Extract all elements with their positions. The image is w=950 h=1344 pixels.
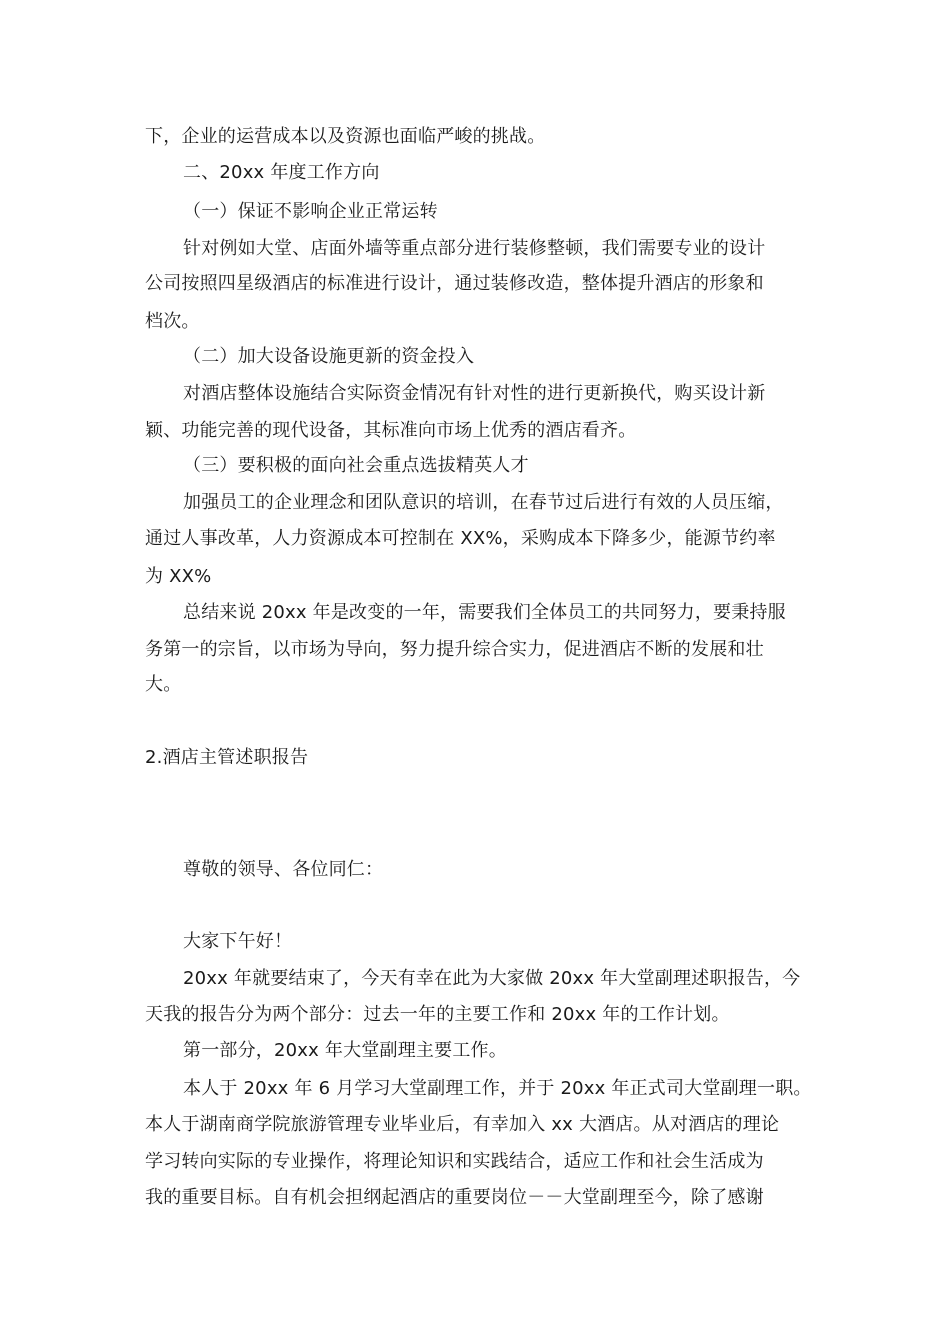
paragraph-line: 针对例如大堂、店面外墙等重点部分进行装修整顿，我们需要专业的设计 — [183, 238, 766, 259]
subsection-heading: （二）加大设备设施更新的资金投入 — [183, 346, 475, 367]
section-heading: 二、20xx 年度工作方向 — [183, 162, 380, 183]
paragraph-line: 务第一的宗旨，以市场为导向，努力提升综合实力，促进酒店不断的发展和壮 — [145, 639, 764, 660]
paragraph-line: 颖、功能完善的现代设备，其标准向市场上优秀的酒店看齐。 — [145, 420, 637, 441]
paragraph-line: 对酒店整体设施结合实际资金情况有针对性的进行更新换代，购买设计新 — [183, 383, 766, 404]
paragraph-line: 通过人事改革，人力资源成本可控制在 XX%，采购成本下降多少，能源节约率 — [145, 528, 776, 549]
paragraph-line: 我的重要目标。自有机会担纲起酒店的重要岗位－－大堂副理至今，除了感谢 — [145, 1187, 764, 1208]
subsection-heading: （三）要积极的面向社会重点选拔精英人才 — [183, 455, 529, 476]
paragraph-line: 总结来说 20xx 年是改变的一年，需要我们全体员工的共同努力，要秉持服 — [183, 602, 786, 623]
paragraph-line: 20xx 年就要结束了，今天有幸在此为大家做 20xx 年大堂副理述职报告，今 — [183, 968, 801, 989]
paragraph-line: 本人于 20xx 年 6 月学习大堂副理工作，并于 20xx 年正式司大堂副理一职。 — [183, 1078, 812, 1099]
greeting: 大家下午好！ — [183, 931, 293, 952]
salutation: 尊敬的领导、各位同仁： — [183, 859, 384, 880]
paragraph-line: 本人于湖南商学院旅游管理专业毕业后，有幸加入 xx 大酒店。从对酒店的理论 — [145, 1114, 780, 1135]
report-title: 2.酒店主管述职报告 — [145, 747, 309, 768]
paragraph-line: 第一部分，20xx 年大堂副理主要工作。 — [183, 1040, 507, 1061]
paragraph-line: 为 XX% — [145, 566, 212, 587]
paragraph-line: 加强员工的企业理念和团队意识的培训，在春节过后进行有效的人员压缩， — [183, 492, 784, 513]
paragraph-line: 学习转向实际的专业操作，将理论知识和实践结合，适应工作和社会生活成为 — [145, 1151, 764, 1172]
paragraph-line: 档次。 — [145, 311, 200, 332]
paragraph-line: 公司按照四星级酒店的标准进行设计，通过装修改造，整体提升酒店的形象和 — [145, 273, 764, 294]
paragraph-line: 天我的报告分为两个部分：过去一年的主要工作和 20xx 年的工作计划。 — [145, 1004, 730, 1025]
paragraph-line: 下，企业的运营成本以及资源也面临严峻的挑战。 — [145, 126, 546, 147]
subsection-heading: （一）保证不影响企业正常运转 — [183, 201, 438, 222]
paragraph-line: 大。 — [145, 674, 182, 695]
